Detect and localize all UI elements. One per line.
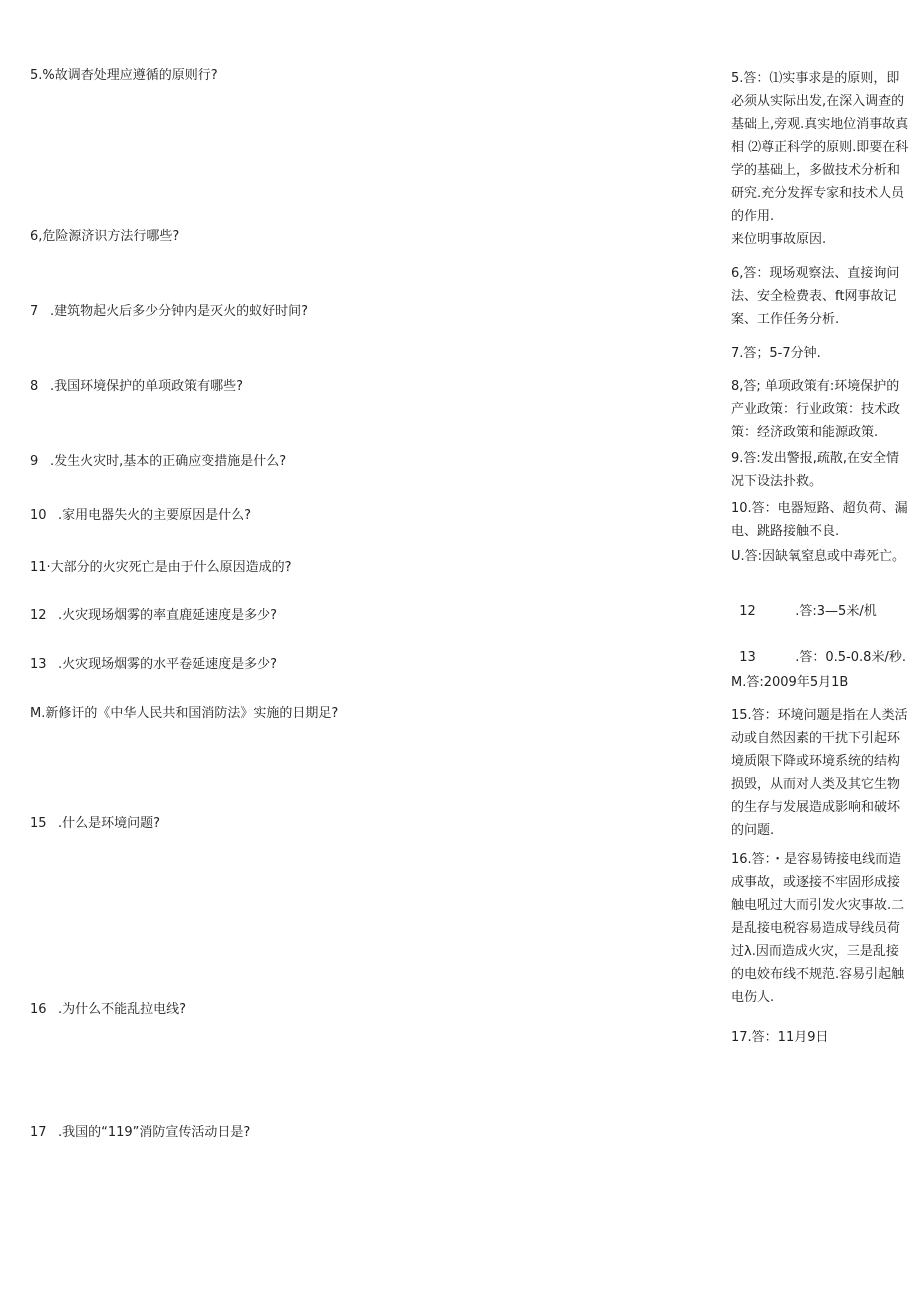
question-text: .什么是环境问题?	[58, 816, 161, 831]
question-text: .我国的“119”消防宣传活动日是?	[58, 1125, 251, 1140]
question-9	[30, 453, 286, 471]
answer-7: 7.答；5-7分钟.	[731, 346, 821, 361]
answer-11: U.答:因缺氧窒息或中毒死亡。	[731, 549, 906, 564]
question-text: .为什么不能乱拉电线?	[58, 1002, 187, 1017]
answer-9: 9.答:发出警报,疏散,在安全情况下设法扑救。	[731, 451, 900, 489]
question-15	[30, 815, 160, 833]
question-number: 10	[30, 508, 47, 523]
question-12	[30, 607, 277, 625]
question-14	[30, 705, 338, 723]
question-number: 7	[30, 304, 39, 319]
question-7	[30, 303, 308, 321]
question-number: 13	[30, 657, 47, 672]
question-10	[30, 507, 251, 525]
question-16	[30, 1001, 186, 1019]
answer-12	[731, 577, 911, 623]
answer-14: M.答:2009年5月1B	[731, 675, 849, 690]
question-17	[30, 1124, 250, 1142]
answer-17: 17.答：11月9日	[731, 1030, 829, 1045]
answer-15: 15.答：环境问题是指在人类活动或自然因素的干扰下引起环境质限下降或环境系统的结构损毁，从而对人类及其它生物的生存与发展造成影响和破坏的问题.	[731, 708, 908, 838]
question-number: 8	[30, 379, 39, 394]
answer-text: .答：0.5-0.8米/秒.	[795, 650, 906, 665]
answer-text: .答:3—5米/机	[795, 604, 877, 619]
question-text: M.新修讦的《中华人民共和国消防法》实施的日期足?	[30, 706, 339, 721]
question-8	[30, 378, 243, 396]
question-text: .火灾现场烟雾的水平卷延速度是多少?	[58, 657, 278, 672]
question-13	[30, 656, 277, 674]
question-number: 17	[30, 1125, 47, 1140]
answer-number: 12	[739, 604, 756, 619]
answer-6: 6,答：现场观察法、直接询问法、安全检费表、ft网事故记案、工作任务分析.	[731, 266, 900, 327]
question-text: .我国环境保护的单项政策有哪些?	[50, 379, 244, 394]
answer-5: 5.答：⑴实事求是的原则，即必须从实际出发,在深入调查的基础上,旁观.真实地位消事故真相 ⑵尊正科学的原则.即要在科学的基础上，多做技术分析和研究.充分发挥专家和技术人员的作用. 来位明事故原因.	[731, 71, 909, 247]
question-text: 6,危险源济识方法行哪些?	[30, 229, 180, 244]
question-text: .火灾现场烟雾的率直鹿延速度是多少?	[58, 608, 278, 623]
answer-16: 16.答：・是容易铸接电线而造成事故，或逐接不牢固形成接触电吼过大而引发火灾事故.二是乱接电税容易造成导线员荷过λ.因而造成火灾，三是乱接的电姣布线不规范.容易引起触电伤人.	[731, 852, 905, 1005]
question-number: 16	[30, 1002, 47, 1017]
answer-10: 10.答：电器短路、超负荷、漏电、跳路接触不良.	[731, 501, 908, 539]
question-text: 11·大部分的火灾死亡是由于什么原因造成的?	[30, 560, 292, 575]
question-text: .建筑物起火后多少分钟内是灭火的蚁好时间?	[50, 304, 309, 319]
question-text: .家用电器失火的主要原因是什么?	[58, 508, 252, 523]
question-number: 15	[30, 816, 47, 831]
question-number: 12	[30, 608, 47, 623]
question-text: 5.%故调杳处理应遵循的原则行?	[30, 68, 218, 83]
answer-13	[731, 623, 911, 669]
answer-number: 13	[739, 650, 756, 665]
question-text: .发生火灾时,基本的正确应变措施是什么?	[50, 454, 287, 469]
answer-8: 8,答; 单项政策有:环境保护的产业政策：行业政策：技术政策：经济政策和能源政策.	[731, 379, 901, 440]
question-number: 9	[30, 454, 39, 469]
question-11	[30, 559, 292, 577]
question-5	[30, 67, 218, 85]
question-6	[30, 228, 179, 246]
